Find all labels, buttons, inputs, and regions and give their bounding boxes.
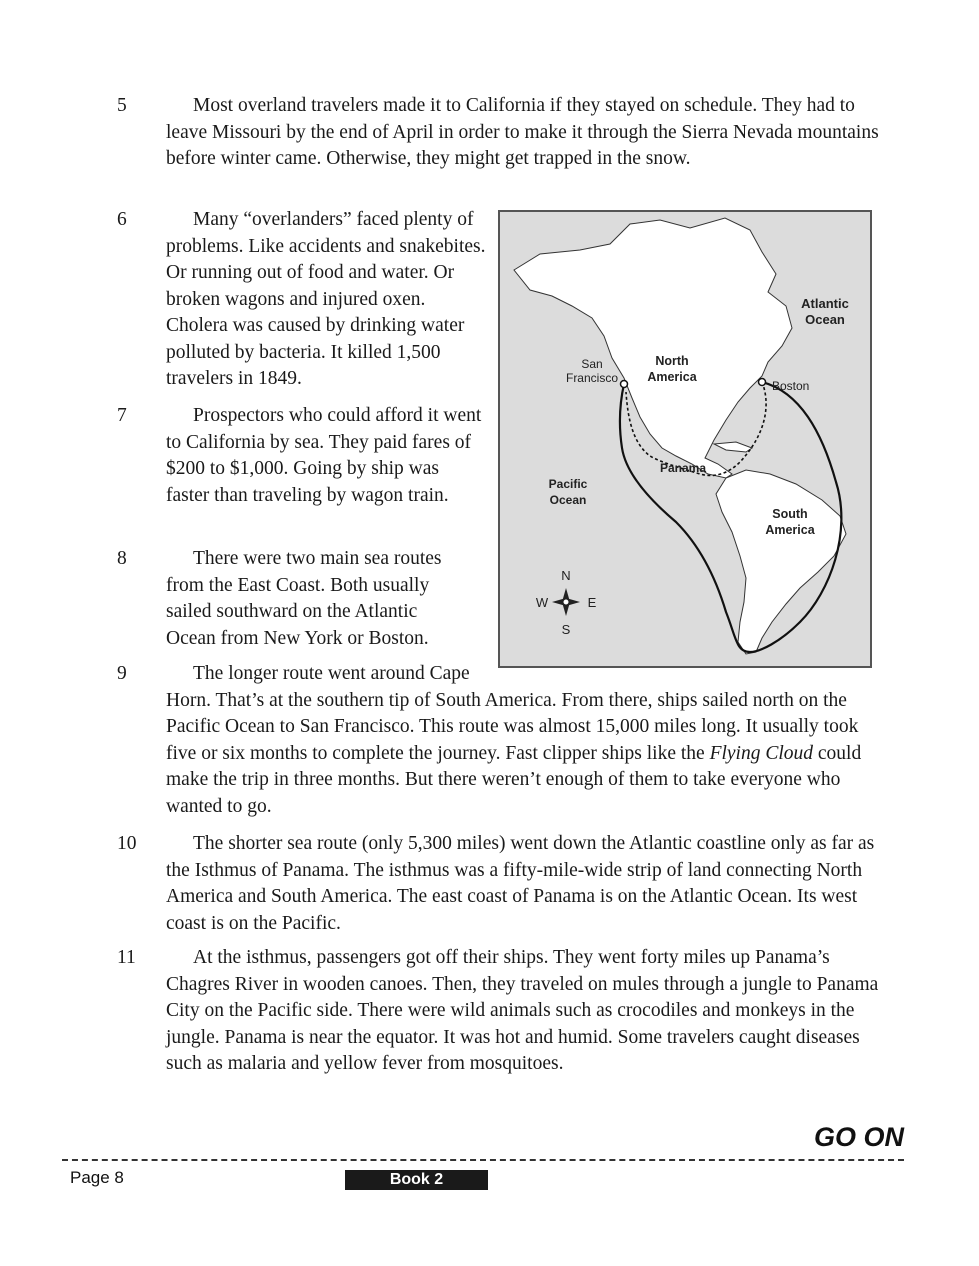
paragraph-5-text: Most overland travelers made it to California if they stayed on schedule. They had to leave Missouri by the end of April in order to make it through the Sierra Nevada mountains before winter came. Otherwise, they might get trapped in the snow. [166,95,879,169]
paragraph-number: 6 [117,209,127,230]
paragraph-8 [166,546,471,652]
paragraph-5 [166,93,886,173]
paragraph-9 [166,661,886,820]
paragraph-11 [166,945,886,1078]
paragraph-6-text: Many “overlanders” faced plenty of problems. Like accidents and snakebites. Or running out of food and water. Or broken wagons and injured oxen. Cholera was caused by drinking water polluted by bacteria. It killed 1,500 travelers in 1849. [166,209,486,389]
san-francisco-port [621,381,628,388]
book-badge: Book 2 [345,1170,488,1190]
panama-label: Panama [660,461,707,475]
san-francisco-label-line1: San [581,357,603,371]
south-america-landmass [716,470,846,654]
north-america-landmass [514,218,792,478]
north-america-label-line2: America [647,370,697,384]
paragraph-11-text: At the isthmus, passengers got off their ships. They went forty miles up Panama’s Chagres River in wooden canoes. Then, they traveled on mules through a jungle to Panama City on the Pacific side. There were wild animals such as crocodiles and monkeys in the jungle. Panama is near the equator. It was hot and humid. Some travelers caught diseases such as malaria and yellow fever from mosquitoes. [166,947,879,1074]
paragraph-9-text-end: could make the trip in three months. But there weren’t enough of them to take everyone who wanted to go. [166,742,862,817]
pacific-label-line1: Pacific [548,477,588,491]
south-america-label-line1: South [772,507,808,521]
go-on-label: GO ON [813,1122,904,1152]
paragraph-number: 8 [117,548,127,569]
paragraph-number: 10 [117,833,137,854]
atlantic-label-line1: Atlantic [801,296,849,311]
ship-name: Flying Cloud [709,742,814,764]
footer-divider [62,1159,904,1161]
paragraph-number: 9 [117,663,127,684]
paragraph-8-text: There were two main sea routes from the East Coast. Both usually sailed southward on the Atlantic Ocean from New York or Boston. [166,548,442,649]
san-francisco-label-line2: Francisco [565,371,619,385]
compass-north: N [561,568,571,583]
paragraph-number: 11 [117,947,136,968]
atlantic-label-line2: Ocean [805,312,845,327]
paragraph-10 [166,831,886,937]
compass-rose-icon [552,588,580,616]
page-number: Page 8 [70,1168,124,1187]
paragraph-6 [166,207,491,393]
north-america-label-line1: North [655,354,689,368]
pacific-label-line2: Ocean [549,493,587,507]
caribbean-islands [714,442,752,452]
map-graphic [500,212,872,668]
boston-label: Boston [772,379,810,393]
south-america-label-line2: America [765,523,815,537]
sea-routes-map [498,210,872,668]
paragraph-10-text: The shorter sea route (only 5,300 miles) went down the Atlantic coastline only as far as the Isthmus of Panama. The isthmus was a fifty-mile-wide strip of land connecting North America and South America. The east coast of Panama is on the Atlantic Ocean. Its west coast is on the Pacific. [166,833,875,934]
paragraph-number: 7 [117,405,127,426]
compass-west: W [535,595,549,610]
paragraph-7-text: Prospectors who could afford it went to California by sea. They paid fares of $200 to $1,000. Going by ship was faster than traveling by wagon train. [166,405,482,506]
compass-east: E [587,595,597,610]
paragraph-9-text-start: The longer route went around Cape Horn. That’s at the southern tip of South America. From there, ships sailed north on the Pacific Ocean to San Francisco. This route was almost 15,000 miles long. It usually took five or six months to complete the journey. Fast clipper ships like the [166,663,859,764]
boston-port [759,379,766,386]
paragraph-number: 5 [117,95,127,116]
compass-south: S [561,622,571,637]
paragraph-7 [166,403,484,509]
